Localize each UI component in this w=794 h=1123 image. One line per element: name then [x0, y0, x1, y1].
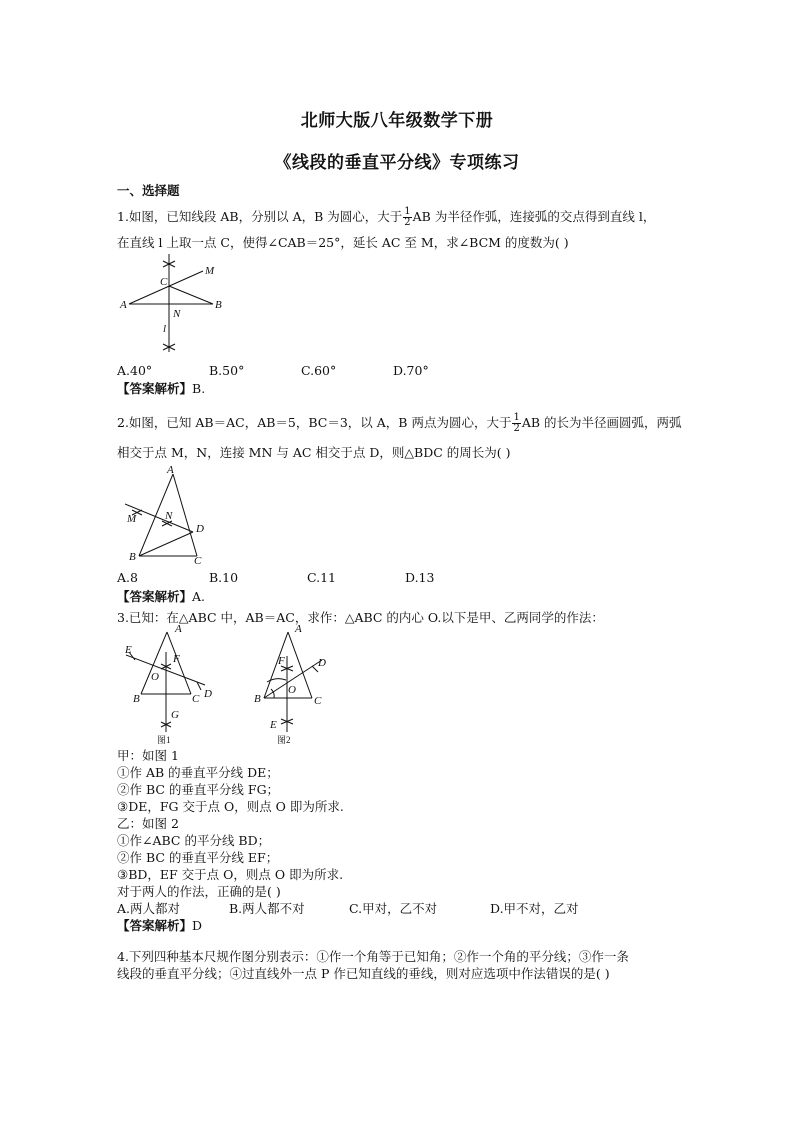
q3-figure-2 [250, 622, 340, 746]
q1-text-line2: 在直线 l 上取一点 C，使得∠CAB＝25°，延长 AC 至 M，求∠BCM 的度数为( ) [117, 235, 569, 250]
q3f2-label-o: O [288, 684, 296, 696]
doc-title: 北师大版八年级数学下册 [300, 111, 494, 131]
q1-label-c: C [160, 276, 168, 288]
q3-line-1: 甲：如图 1 [117, 748, 179, 763]
q2-label-m: M [127, 513, 137, 525]
q1-fraction: $\frac{1}{2}$ [404, 206, 411, 228]
q1-label-a: A [120, 299, 127, 311]
q2-options: A.8 B.10 C.11 D.13 [117, 570, 435, 585]
section-heading: 一、选择题 [117, 183, 180, 198]
q1-segment-cb [169, 286, 213, 304]
q3-fig2-caption: 图2 [277, 735, 291, 745]
q1-options: A.40° B.50° C.60° D.70° [117, 363, 429, 378]
q1-label-b: B [215, 299, 222, 311]
q3f2-label-c: C [314, 695, 322, 707]
q3-line-2: ①作 AB 的垂直平分线 DE； [117, 765, 279, 780]
q2-text-line2: 相交于点 M，N，连接 MN 与 AC 相交于点 D，则△BDC 的周长为( ) [117, 445, 511, 460]
q2-label-c: C [194, 555, 202, 564]
q3f1-label-c: C [192, 693, 200, 705]
q4-line-1: 4.下列四种基本尺规作图分别表示：①作一个角等于已知角；②作一个角的平分线；③作一条 [117, 949, 629, 964]
q3-line-9: 对于两人的作法，正确的是( ) [117, 884, 281, 899]
q3-fig1-caption: 图1 [157, 735, 171, 745]
q2-figure [117, 464, 217, 564]
q3f2-label-b: B [254, 693, 261, 705]
q3-options: A.两人都对 B.两人都不对 C.甲对，乙不对 D.甲不对，乙对 [117, 901, 579, 916]
q3f1-label-f: F [173, 653, 180, 665]
q3f1-side-ab [141, 632, 167, 694]
q4-line-2: 线段的垂直平分线；④过直线外一点 P 作已知直线的垂线，则对应选项中作法错误的是( ) [117, 966, 610, 981]
q3f1-label-g: G [171, 709, 179, 721]
q3-line-7: ②作 BC 的垂直平分线 EF； [117, 850, 279, 865]
q3f2-label-f: F [278, 655, 285, 667]
q1-answer: 【答案解析】B. [117, 381, 206, 396]
q3-line-6: ①作∠ABC 的平分线 BD； [117, 833, 271, 848]
q3f1-label-o: O [151, 671, 159, 683]
q2-text-line1: 2.如图，已知 AB＝AC，AB＝5，BC＝3，以 A，B 两点为圆心，大于 $\frac{1}{2}$ AB 的长为半径画圆弧，两弧 [117, 412, 682, 434]
q3-figure-1 [117, 622, 222, 746]
q2-label-n: N [165, 510, 173, 522]
q1-label-l: l [163, 323, 167, 335]
q3-line-4: ③DE，FG 交于点 O，则点 O 即为所求. [117, 799, 344, 814]
q3f1-label-e: E [125, 644, 132, 656]
q2-side-ac [173, 474, 197, 556]
q3-line-8: ③BD，EF 交于点 O，则点 O 即为所求. [117, 867, 344, 882]
q3f2-label-a: A [295, 623, 302, 635]
q3f1-label-b: B [133, 693, 140, 705]
q1-text-line1: 1.如图，已知线段 AB，分别以 A，B 为圆心，大于 $\frac{1}{2}$ AB 为半径作弧，连接弧的交点得到直线 l， [117, 206, 656, 228]
doc-subtitle: 《线段的垂直平分线》专项练习 [274, 153, 520, 173]
q3-text: 3.已知：在△ABC 中，AB＝AC，求作：△ABC 的内心 O.以下是甲、乙两同学的作法： [117, 610, 604, 625]
q1-label-m: M [205, 265, 215, 277]
q3-answer: 【答案解析】D [117, 918, 203, 933]
q3f1-label-a: A [175, 623, 182, 635]
q3-line-3: ②作 BC 的垂直平分线 FG； [117, 782, 280, 797]
q2-fraction: $\frac{1}{2}$ [513, 412, 520, 434]
q3f1-label-d: D [204, 688, 212, 700]
q3-line-5: 乙：如图 2 [117, 816, 179, 831]
q1-label-n: N [173, 308, 181, 320]
q2-label-d: D [196, 523, 204, 535]
q3f2-label-e: E [270, 719, 277, 731]
q2-answer: 【答案解析】A. [117, 589, 206, 604]
q1-figure [117, 252, 227, 357]
q2-label-b: B [129, 551, 136, 563]
q3f2-label-d: D [318, 657, 326, 669]
q2-label-a: A [167, 464, 174, 476]
